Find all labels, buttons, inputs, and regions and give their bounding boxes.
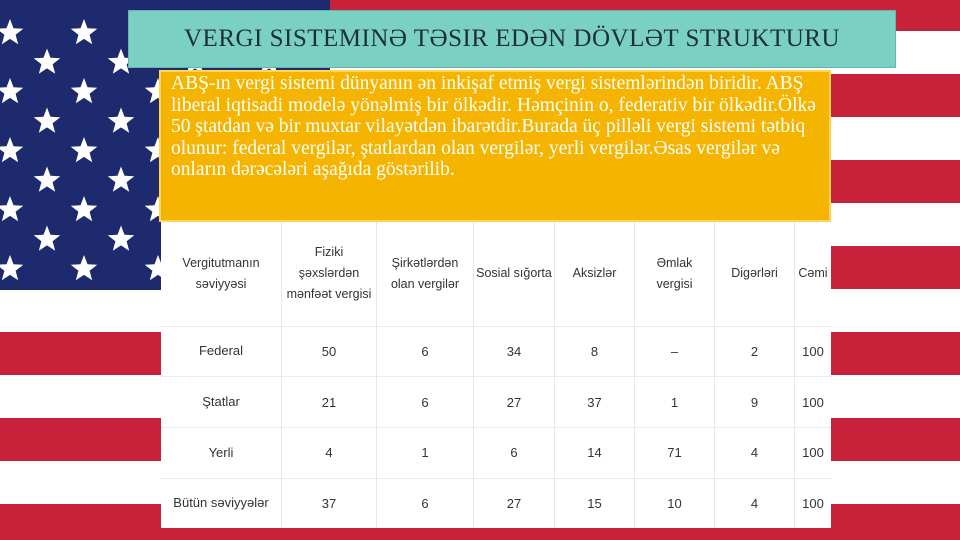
table-cell: 15: [555, 478, 635, 528]
table-cell: 71: [635, 428, 715, 479]
table-cell: 4: [715, 428, 795, 479]
table-cell: 27: [474, 377, 555, 428]
table-cell: 6: [377, 326, 474, 377]
header-other: Digərləri: [715, 222, 795, 326]
header-property: Əmlak vergisi: [635, 222, 715, 326]
header-excise: Aksizlər: [555, 222, 635, 326]
table-cell: 6: [474, 428, 555, 479]
table-row: [161, 326, 831, 377]
table-cell: 37: [555, 377, 635, 428]
table-cell: 4: [282, 428, 377, 479]
header-corporate: Şirkətlərdən olan vergilər: [377, 222, 474, 326]
table-cell: 4: [715, 478, 795, 528]
table-cell: 50: [282, 326, 377, 377]
table-cell: 100: [795, 377, 832, 428]
table-cell: 21: [282, 377, 377, 428]
header-total: Cəmi: [798, 266, 828, 281]
tax-table-container: [161, 222, 831, 528]
row-level: Bütün səviyyələr: [161, 478, 282, 528]
table-cell: 100: [795, 478, 832, 528]
table-cell: 6: [377, 377, 474, 428]
header-level: Vergitutmanın səviyyəsi: [161, 222, 282, 326]
table-cell: 10: [635, 478, 715, 528]
table-cell: 6: [377, 478, 474, 528]
row-level: Ştatlar: [161, 377, 282, 428]
table-cell: 100: [795, 428, 832, 479]
header-personal-income: Fiziki şəxslərdən mənfəət vergisi: [282, 222, 377, 326]
row-level: Yerli: [161, 428, 282, 479]
table-cell: 14: [555, 428, 635, 479]
table-row: [161, 478, 831, 528]
table-row: [161, 377, 831, 428]
table-cell: 27: [474, 478, 555, 528]
table-cell: 1: [377, 428, 474, 479]
table-cell: 100: [795, 326, 832, 377]
table-cell: 9: [715, 377, 795, 428]
table-cell: 8: [555, 326, 635, 377]
table-cell: –: [635, 326, 715, 377]
tax-rate-table: [161, 222, 831, 528]
header-social-insurance: Sosial sığorta: [474, 222, 555, 326]
table-cell: 34: [474, 326, 555, 377]
table-cell: 37: [282, 478, 377, 528]
slide-title-box: [128, 10, 896, 68]
row-level: Federal: [161, 326, 282, 377]
table-row: [161, 428, 831, 479]
table-cell: 2: [715, 326, 795, 377]
intro-paragraph: ABŞ-ın vergi sistemi dünyanın ən inkişaf etmiş vergi sistemlərindən biridir. ABŞ liberal iqtisadi modelə yönəlmiş bir ölkədir. Həmçinin o, federativ bir ölkədir.Ölkə 50 ştatdan və bir muxtar vilayətdən ibarətdir.Burada üç pilləli vergi sistemi tətbiq olunur: federal vergilər, ştatlardan olan vergilər, yerli vergilər.Əsas vergilər və onların dərəcələri aşağıda göstərilib.: [159, 70, 831, 222]
table-header-row: [161, 222, 831, 326]
slide-title: VERGI SISTEMINƏ TƏSIR EDƏN DÖVLƏT STRUKTURU: [184, 25, 840, 52]
table-cell: 1: [635, 377, 715, 428]
